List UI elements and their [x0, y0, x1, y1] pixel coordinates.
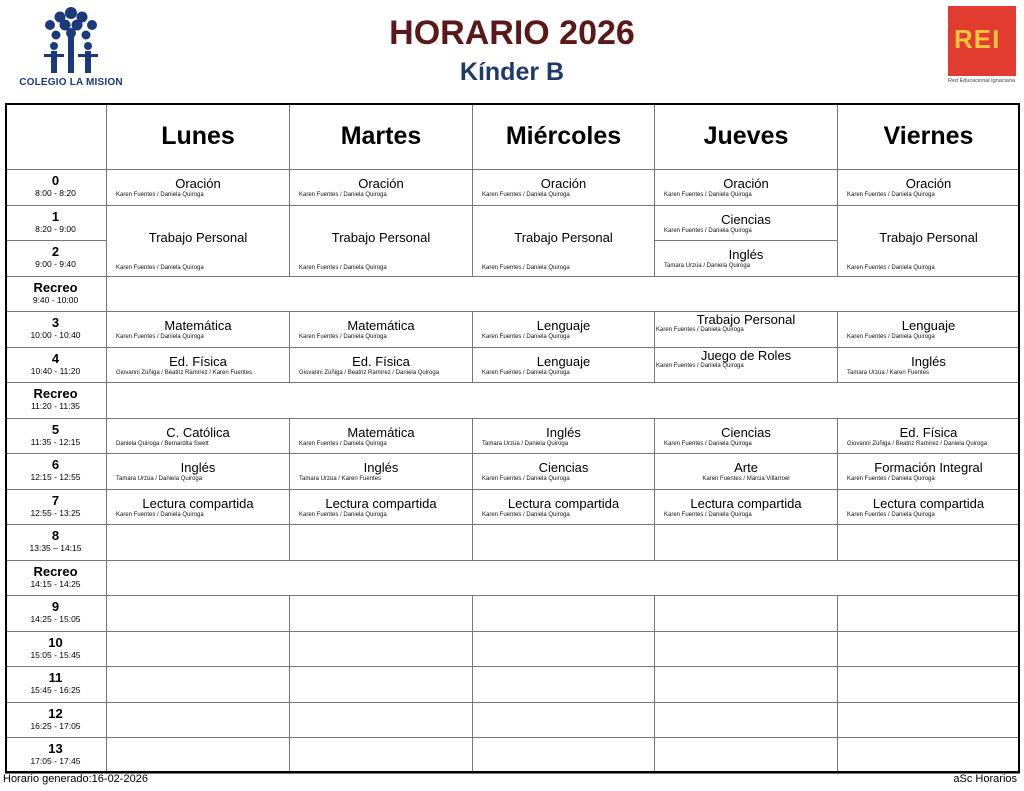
lesson-teachers: Karen Fuentes / Daniela Quiroga [299, 192, 387, 198]
lesson-subject: Ed. Física [899, 424, 958, 440]
lesson-subject: C. Católica [166, 424, 230, 440]
lesson-teachers: Karen Fuentes / Daniela Quiroga [116, 334, 204, 340]
period-label [5, 348, 107, 384]
lesson-subject: Oración [540, 176, 587, 191]
lesson-subject: Trabajo Personal [879, 230, 978, 245]
rei-logo [948, 6, 1018, 90]
lesson-subject: Trabajo Personal [696, 312, 796, 327]
lesson-cell [107, 419, 290, 455]
empty-slot [290, 667, 473, 703]
period-label [5, 454, 107, 490]
lesson-teachers: Karen Fuentes / Daniela Quiroga [482, 369, 570, 376]
lesson-subject: Lectura compartida [872, 495, 985, 511]
lesson-teachers: Karen Fuentes / Daniela Quiroga [847, 264, 935, 271]
period-number: 1 [51, 208, 60, 224]
lesson-subject: Oración [358, 176, 404, 191]
empty-slot [655, 703, 838, 739]
lesson-subject: Ciencias [721, 211, 771, 227]
lesson-cell [655, 170, 838, 206]
lesson-teachers: Karen Fuentes / Daniela Quiroga [664, 192, 752, 198]
lesson-subject: Matemática [347, 318, 415, 333]
lesson-teachers: Tamara Urzúa / Daniela Quiroga [664, 263, 751, 269]
lesson-subject: Matemática [164, 318, 232, 333]
page-title: HORARIO 2026 [389, 14, 635, 52]
period-label [5, 312, 107, 348]
lesson-teachers: Karen Fuentes / Daniela Quiroga [847, 511, 935, 518]
lesson-subject: Trabajo Personal [148, 230, 248, 245]
empty-slot [473, 667, 655, 703]
lesson-teachers: Karen Fuentes / Daniela Quiroga [664, 511, 752, 518]
lesson-teachers: Tamara Urzúa / Daniela Quiroga [116, 476, 203, 482]
lesson-teachers: Giovanni Zúñiga / Beatriz Ramírez / Karen Fuentes [116, 369, 253, 376]
period-number: 0 [51, 173, 60, 188]
period-time: 16:25 - 17:05 [30, 720, 81, 731]
period-label [5, 667, 107, 703]
empty-slot [655, 632, 838, 668]
period-number: 4 [51, 350, 60, 366]
period-number: 12 [48, 705, 63, 721]
lesson-teachers: Tamara Urzúa / Karen Fuentes [299, 476, 382, 482]
period-number: Recreo [33, 563, 78, 579]
lesson-subject: Inglés [911, 353, 946, 369]
period-label [5, 561, 107, 597]
lesson-teachers: Tamara Urzúa / Daniela Quiroga [482, 440, 569, 447]
lesson-teachers: Karen Fuentes / Daniela Quiroga [482, 192, 570, 198]
period-time: 15:05 - 15:45 [30, 649, 81, 660]
lesson-teachers: Karen Fuentes / Daniela Quiroga [299, 440, 387, 447]
period-time: 8:00 - 8:20 [35, 188, 76, 198]
lesson-subject: Trabajo Personal [514, 230, 613, 245]
period-label [5, 738, 107, 774]
day-header: Lunes [107, 103, 290, 170]
lesson-cell [473, 206, 655, 277]
break-row [107, 383, 1020, 419]
period-label [5, 632, 107, 668]
empty-slot [107, 703, 290, 739]
period-time: 10:40 - 11:20 [30, 365, 81, 376]
lesson-cell [838, 490, 1020, 526]
period-number: 9 [51, 599, 60, 614]
lesson-cell [655, 348, 838, 384]
lesson-cell [838, 454, 1020, 490]
lesson-subject: Lenguaje [536, 318, 591, 333]
period-time: 12:15 - 12:55 [30, 472, 81, 482]
lesson-cell [655, 241, 838, 277]
empty-slot [473, 632, 655, 668]
empty-slot [473, 738, 655, 774]
empty-slot [107, 596, 290, 632]
lesson-teachers: Karen Fuentes / Daniela Quiroga [116, 192, 204, 198]
period-number: 6 [51, 457, 60, 472]
period-number: Recreo [33, 386, 78, 401]
period-number: 7 [51, 492, 60, 508]
lesson-teachers: Karen Fuentes / Daniela Quiroga [116, 511, 204, 518]
lesson-subject: Inglés [180, 460, 216, 475]
lesson-subject: Lectura compartida [325, 495, 437, 511]
lesson-cell [290, 206, 473, 277]
lesson-cell [655, 312, 838, 348]
lesson-teachers: Tamara Urzúa / Karen Fuentes [847, 369, 930, 376]
lesson-teachers: Karen Fuentes / Daniela Quiroga [299, 511, 387, 518]
lesson-teachers: Giovanni Zúñiga / Beatriz Ramírez / Daniela Quiroga [847, 440, 988, 447]
lesson-subject: Ed. Física [352, 353, 410, 369]
period-number: Recreo [33, 279, 78, 295]
lesson-subject: Inglés [363, 460, 399, 475]
lesson-subject: Trabajo Personal [331, 230, 431, 245]
period-number: 13 [48, 741, 63, 756]
lesson-cell [290, 454, 473, 490]
lesson-cell [107, 454, 290, 490]
lesson-teachers: Karen Fuentes / Daniela Quiroga [482, 476, 570, 482]
lesson-subject: Lectura compartida [142, 495, 254, 511]
lesson-cell [107, 312, 290, 348]
day-header: Viernes [838, 103, 1020, 170]
empty-slot [107, 667, 290, 703]
lesson-subject: Ciencias [538, 460, 589, 475]
empty-slot [107, 738, 290, 774]
period-time: 12:55 - 13:25 [30, 507, 81, 518]
empty-slot [838, 632, 1020, 668]
lesson-subject: Lectura compartida [507, 495, 620, 511]
lesson-cell [473, 312, 655, 348]
period-time: 14:15 - 14:25 [30, 578, 81, 589]
period-label [5, 206, 107, 242]
corner-cell [5, 103, 107, 170]
lesson-subject: Oración [905, 176, 952, 191]
period-label [5, 277, 107, 313]
day-header: Miércoles [473, 103, 655, 170]
rei-logo-caption: Red Educacional Ignaciana [948, 78, 1015, 84]
period-number: 10 [48, 634, 63, 650]
lesson-teachers: Karen Fuentes / Daniela Quiroga [664, 440, 752, 447]
empty-slot [473, 525, 655, 561]
empty-slot [655, 596, 838, 632]
lesson-teachers: Giovanni Zúñiga / Beatriz Ramírez / Daniela Quiroga [299, 369, 440, 376]
period-time: 11:20 - 11:35 [31, 401, 80, 411]
empty-slot [838, 703, 1020, 739]
lesson-cell [473, 454, 655, 490]
lesson-cell [290, 490, 473, 526]
lesson-teachers: Daniela Quiroga / Bernardita Swett [116, 440, 209, 447]
lesson-cell [838, 419, 1020, 455]
period-time: 13:35 – 14:15 [29, 543, 82, 553]
lesson-teachers: Karen Fuentes / Daniela Quiroga [299, 264, 387, 271]
lesson-subject: Oración [175, 176, 221, 191]
lesson-teachers: Karen Fuentes / Daniela Quiroga [847, 192, 935, 198]
lesson-teachers: Karen Fuentes / Daniela Quiroga [482, 334, 570, 340]
period-label [5, 241, 107, 277]
lesson-subject: Oración [723, 176, 769, 191]
period-time: 15:45 - 16:25 [30, 685, 81, 695]
period-number: 3 [51, 315, 60, 330]
lesson-cell [655, 454, 838, 490]
empty-slot [655, 667, 838, 703]
lesson-cell [838, 170, 1020, 206]
lesson-cell [107, 170, 290, 206]
empty-slot [655, 738, 838, 774]
lesson-subject: Lenguaje [536, 353, 591, 369]
day-header: Martes [290, 103, 473, 170]
lesson-cell [290, 419, 473, 455]
break-row [107, 561, 1020, 597]
lesson-cell [290, 170, 473, 206]
period-number: 11 [48, 670, 63, 685]
period-label [5, 383, 107, 419]
period-number: 2 [51, 244, 60, 259]
lesson-teachers: Karen Fuentes / Daniela Quiroga [299, 334, 387, 340]
lesson-teachers: Karen Fuentes / Marcia Villarroel [702, 476, 790, 482]
lesson-cell [655, 490, 838, 526]
empty-slot [290, 703, 473, 739]
lesson-cell [473, 348, 655, 384]
period-label [5, 419, 107, 455]
lesson-subject: Lenguaje [901, 318, 956, 333]
lesson-cell [107, 206, 290, 277]
empty-slot [655, 525, 838, 561]
lesson-cell [290, 312, 473, 348]
period-time: 11:35 - 12:15 [30, 436, 81, 447]
period-label [5, 525, 107, 561]
period-label [5, 170, 107, 206]
lesson-subject: Inglés [728, 247, 764, 262]
lesson-teachers: Karen Fuentes / Daniela Quiroga [482, 511, 570, 518]
lesson-subject: Lectura compartida [690, 495, 802, 511]
empty-slot [473, 596, 655, 632]
empty-slot [838, 525, 1020, 561]
period-number: 5 [51, 421, 60, 437]
lesson-teachers: Karen Fuentes / Daniela Quiroga [656, 327, 744, 333]
class-name: Kínder B [459, 58, 565, 86]
empty-slot [473, 703, 655, 739]
period-number: 8 [51, 528, 60, 543]
lesson-teachers: Karen Fuentes / Daniela Quiroga [116, 264, 204, 271]
empty-slot [107, 525, 290, 561]
lesson-subject: Inglés [546, 424, 581, 440]
lesson-cell [107, 490, 290, 526]
lesson-cell [655, 419, 838, 455]
break-row [107, 277, 1020, 313]
period-time: 17:05 - 17:45 [30, 756, 81, 766]
lesson-cell [473, 419, 655, 455]
lesson-cell [838, 206, 1020, 277]
lesson-cell [107, 348, 290, 384]
lesson-teachers: Karen Fuentes / Daniela Quiroga [847, 334, 935, 340]
generated-date: Horario generado:16-02-2026 [3, 773, 148, 785]
school-name: COLEGIO LA MISION [19, 77, 123, 88]
lesson-cell [838, 348, 1020, 384]
empty-slot [290, 632, 473, 668]
period-label [5, 596, 107, 632]
empty-slot [838, 738, 1020, 774]
lesson-teachers: Karen Fuentes / Daniela Quiroga [847, 476, 935, 482]
rei-logo-text: REI [954, 24, 1001, 54]
empty-slot [838, 667, 1020, 703]
period-time: 9:00 - 9:40 [35, 259, 76, 269]
lesson-cell [290, 348, 473, 384]
lesson-cell [473, 490, 655, 526]
period-label [5, 703, 107, 739]
rei-logo-box [948, 6, 1016, 76]
period-time: 9:40 - 10:00 [32, 294, 79, 305]
period-label [5, 490, 107, 526]
period-time: 14:25 - 15:05 [30, 614, 81, 624]
lesson-teachers: Karen Fuentes / Daniela Quiroga [656, 362, 744, 369]
lesson-cell [473, 170, 655, 206]
lesson-subject: Arte [734, 460, 758, 475]
lesson-cell [838, 312, 1020, 348]
lesson-teachers: Karen Fuentes / Daniela Quiroga [482, 264, 570, 271]
lesson-cell [655, 206, 838, 242]
empty-slot [290, 525, 473, 561]
lesson-subject: Matemática [347, 424, 415, 440]
empty-slot [290, 596, 473, 632]
empty-slot [290, 738, 473, 774]
lesson-subject: Ciencias [721, 424, 771, 440]
software-credit: aSc Horarios [953, 773, 1017, 785]
period-time: 10:00 - 10:40 [30, 330, 81, 340]
empty-slot [107, 632, 290, 668]
timetable-grid [5, 103, 1020, 773]
period-time: 8:20 - 9:00 [35, 223, 76, 234]
empty-slot [838, 596, 1020, 632]
lesson-subject: Formación Integral [874, 460, 983, 475]
lesson-subject: Ed. Física [169, 353, 227, 369]
lesson-subject: Juego de Roles [700, 347, 792, 363]
lesson-teachers: Karen Fuentes / Daniela Quiroga [664, 227, 752, 234]
day-header: Jueves [655, 103, 838, 170]
